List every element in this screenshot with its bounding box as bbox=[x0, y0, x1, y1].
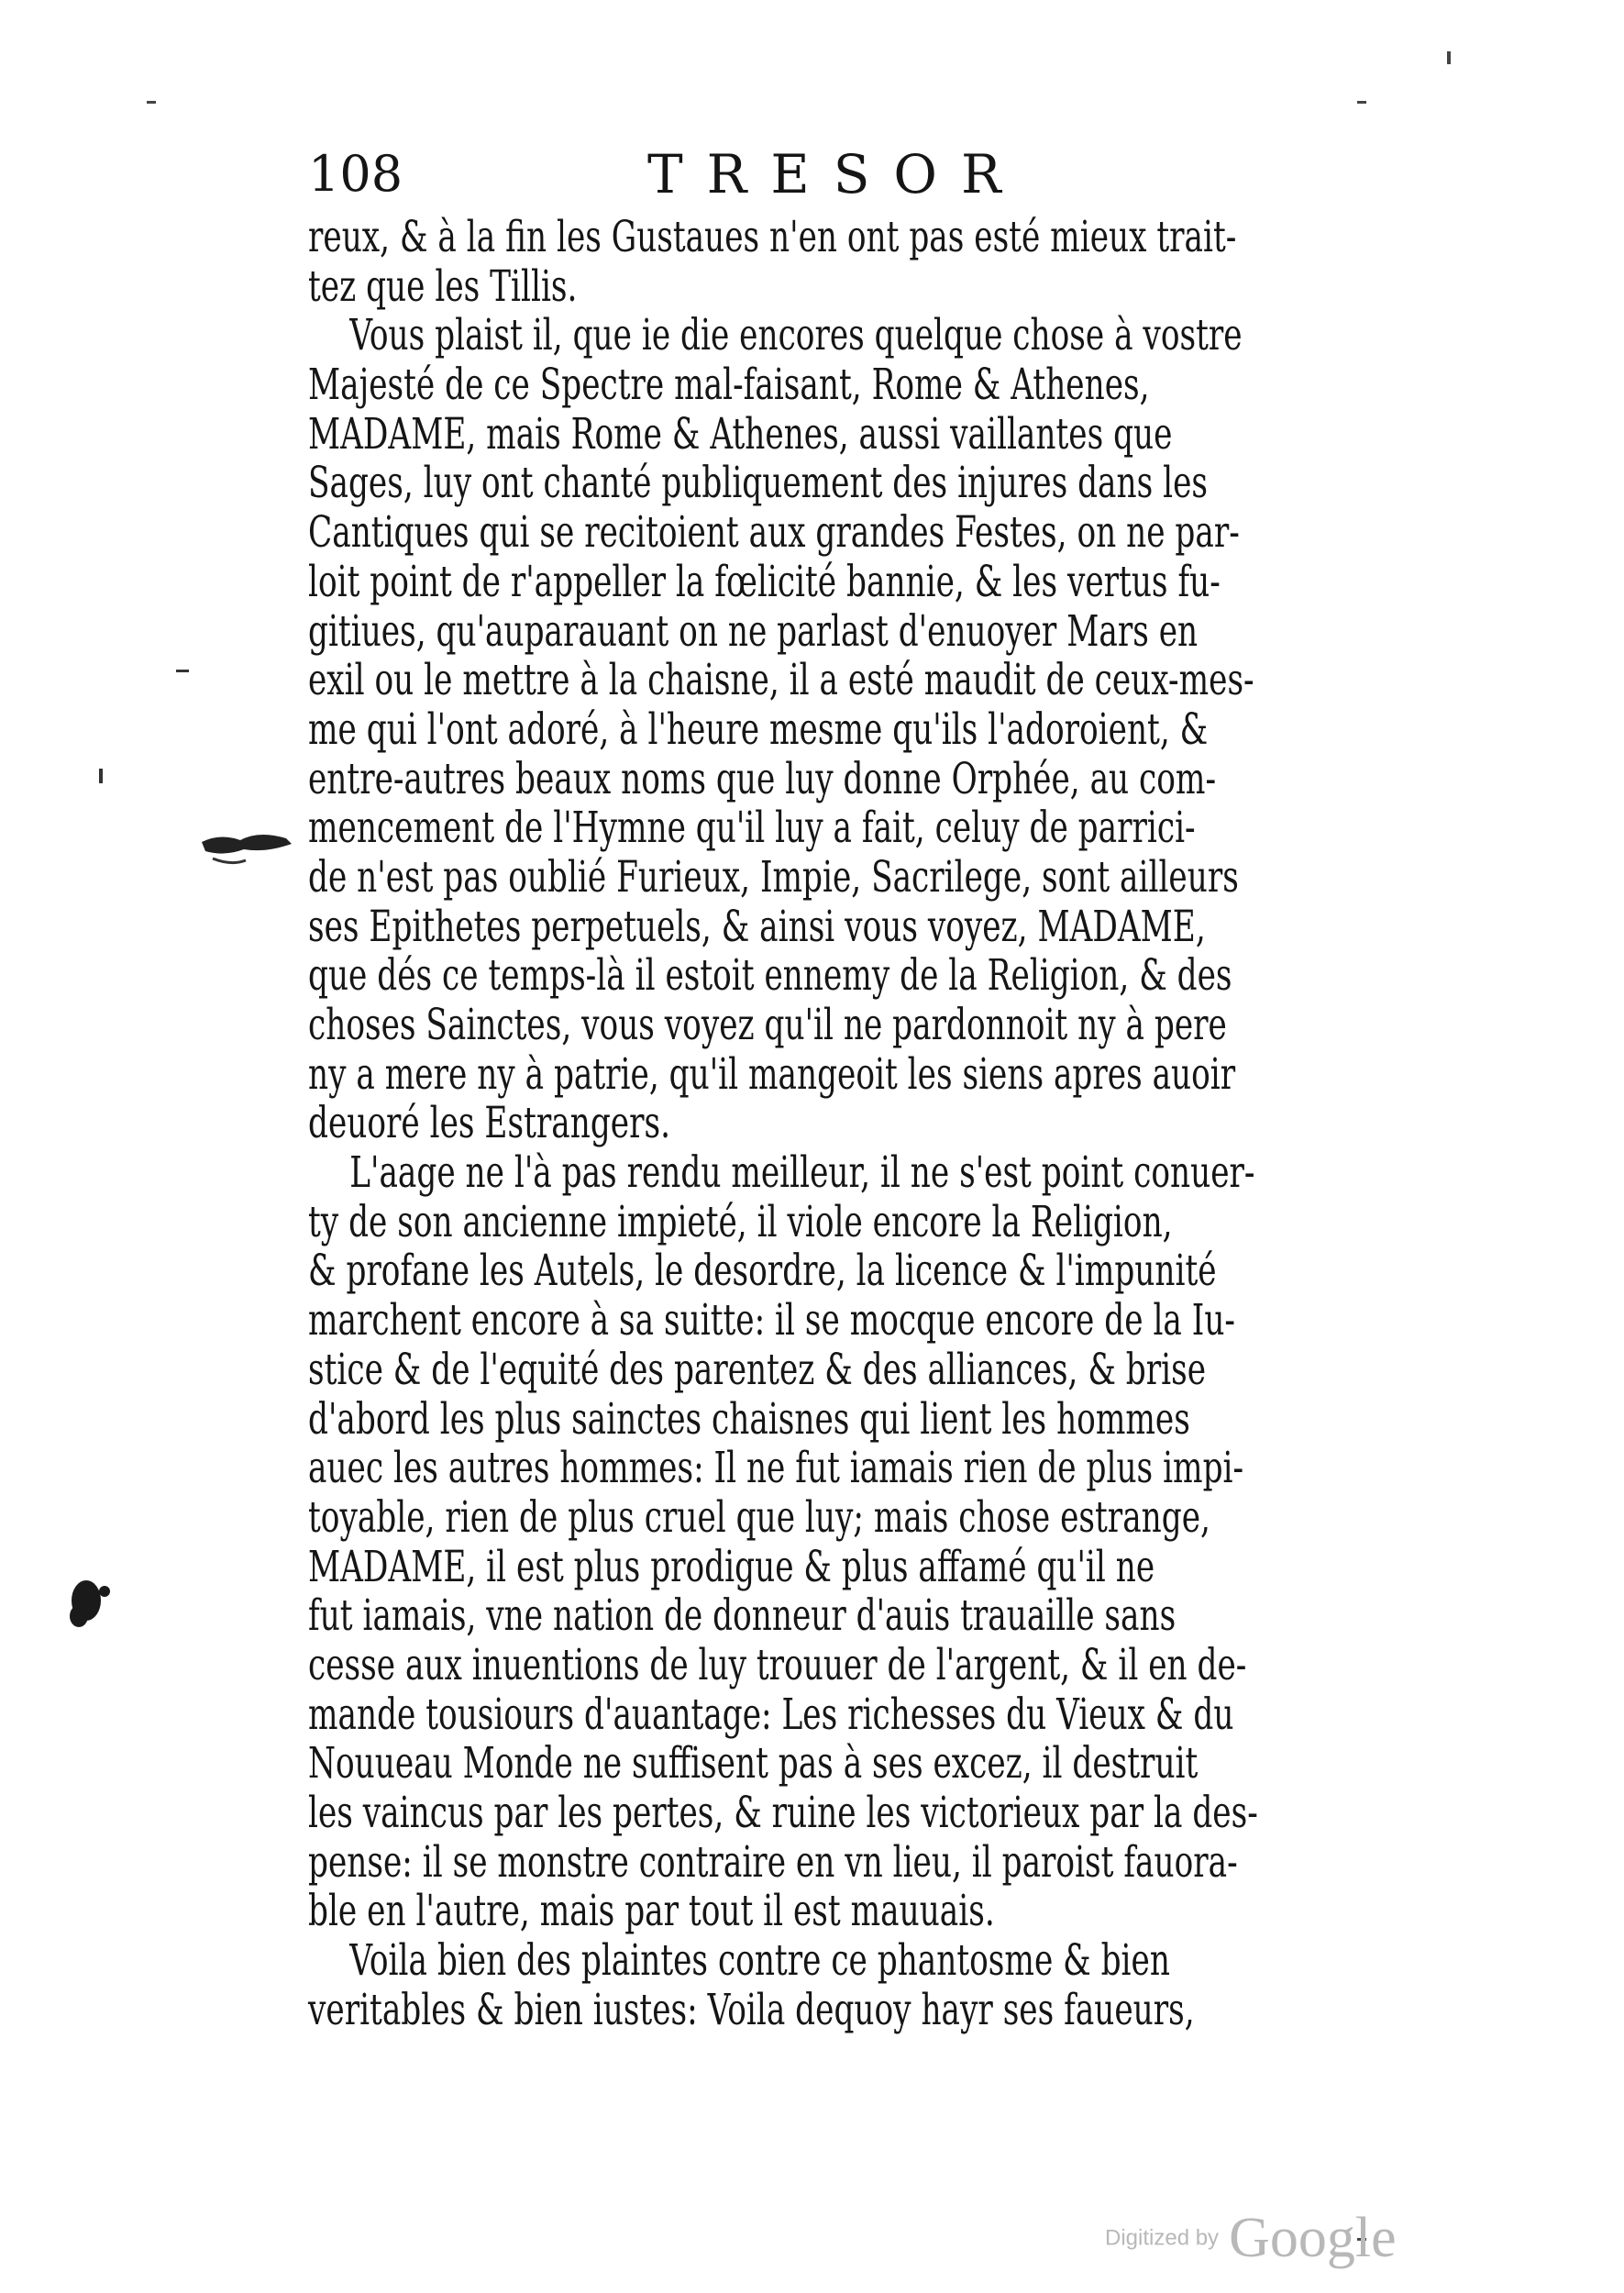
corner-dash bbox=[1357, 101, 1366, 104]
text-line: gitiues, qu'auparauant on ne parlast d'enuoyer Mars en bbox=[308, 605, 1199, 657]
text-line: toyable, rien de plus cruel que luy; mais chose estrange, bbox=[308, 1491, 1210, 1543]
text-line: mande tousiours d'auantage: Les richesses du Vieux & du bbox=[308, 1689, 1234, 1740]
text-line: auec les autres hommes: Il ne fut iamais rien de plus impi- bbox=[308, 1443, 1244, 1494]
text-line: marchent encore à sa suitte: il se mocque encore de la Iu- bbox=[308, 1295, 1236, 1346]
margin-tick bbox=[99, 769, 103, 783]
text-line: L'aage ne l'à pas rendu meilleur, il ne s'est point conuer- bbox=[349, 1147, 1255, 1199]
text-line: exil ou le mettre à la chaisne, il a esté maudit de ceux-mes- bbox=[308, 655, 1254, 706]
text-line: ble en l'autre, mais par tout il est mauuais. bbox=[308, 1886, 995, 1937]
page-number: 108 bbox=[308, 145, 403, 203]
text-line: tez que les Tillis. bbox=[308, 260, 578, 312]
watermark-brand: Google bbox=[1229, 2207, 1397, 2269]
text-line: Sages, luy ont chanté publiquement des injures dans les bbox=[308, 458, 1209, 509]
text-line: Nouueau Monde ne suffisent pas à ses excez, il destruit bbox=[308, 1738, 1199, 1789]
margin-dash bbox=[176, 670, 189, 672]
text-line: les vaincus par les pertes, & ruine les victorieux par la des- bbox=[308, 1788, 1258, 1838]
text-line: Cantiques qui se recitoient aux grandes Festes, on ne par- bbox=[308, 507, 1240, 559]
text-line: reux, & à la fin les Gustaues n'en ont pas esté mieux trait- bbox=[308, 212, 1237, 262]
text-line: me qui l'ont adoré, à l'heure mesme qu'ils l'adoroient, & bbox=[308, 703, 1209, 755]
text-line: cesse aux inuentions de luy trouuer de l'argent, & il en de- bbox=[308, 1639, 1247, 1690]
text-line: ny a mere ny à patrie, qu'il mangeoit les siens apres auoir bbox=[308, 1048, 1236, 1100]
ink-blot-lower bbox=[70, 1605, 88, 1627]
corner-tick bbox=[1447, 51, 1451, 64]
edge-dash-top bbox=[147, 101, 156, 104]
text-line: stice & de l'equité des parentez & des alliances, & brise bbox=[308, 1344, 1207, 1395]
ink-smudge-left bbox=[202, 835, 292, 854]
ink-stroke-left bbox=[213, 858, 246, 863]
text-line: deuoré les Estrangers. bbox=[308, 1098, 671, 1149]
text-line: Vous plaist il, que ie die encores quelque chose à vostre bbox=[349, 310, 1243, 361]
text-line: d'abord les plus sainctes chaisnes qui lient les hommes bbox=[308, 1393, 1190, 1445]
ink-dot bbox=[99, 1586, 110, 1597]
text-line: MADAME, mais Rome & Athenes, aussi vaillantes que bbox=[308, 408, 1173, 460]
text-line: choses Sainctes, vous voyez qu'il ne pardonnoit ny à pere bbox=[308, 1000, 1227, 1050]
watermark-prefix: Digitized by bbox=[1105, 2225, 1220, 2251]
text-line: que dés ce temps-là il estoit ennemy de la Religion, & des bbox=[308, 950, 1232, 1002]
text-line: ty de son ancienne impieté, il viole encore la Religion, bbox=[308, 1196, 1173, 1247]
text-line: MADAME, il est plus prodigue & plus affamé qu'il ne bbox=[308, 1541, 1155, 1592]
text-line: ses Epithetes perpetuels, & ainsi vous voyez, MADAME, bbox=[308, 901, 1206, 952]
text-line: pense: il se monstre contraire en vn lieu, il paroist fauora- bbox=[308, 1836, 1238, 1888]
text-line: mencement de l'Hymne qu'il luy a fait, celuy de parrici- bbox=[308, 803, 1196, 854]
text-line: loit point de r'appeller la fœlicité bannie, & les vertus fu- bbox=[308, 556, 1221, 607]
text-line: de n'est pas oublié Furieux, Impie, Sacrilege, sont ailleurs bbox=[308, 851, 1239, 903]
running-title: TRESOR bbox=[647, 143, 1025, 205]
text-line: fut iamais, vne nation de donneur d'auis trauaille sans bbox=[308, 1590, 1177, 1642]
text-line: entre-autres beaux noms que luy donne Orphée, au com- bbox=[308, 753, 1217, 804]
text-line: Majesté de ce Spectre mal-faisant, Rome & Athenes, bbox=[308, 360, 1150, 411]
text-line: & profane les Autels, le desordre, la licence & l'impunité bbox=[308, 1246, 1217, 1297]
text-line: Voila bien des plaintes contre ce phantosme & bien bbox=[349, 1935, 1170, 1987]
text-line: veritables & bien iustes: Voila dequoy hayr ses faueurs, bbox=[308, 1984, 1195, 2035]
digitized-watermark bbox=[1105, 2206, 1397, 2270]
